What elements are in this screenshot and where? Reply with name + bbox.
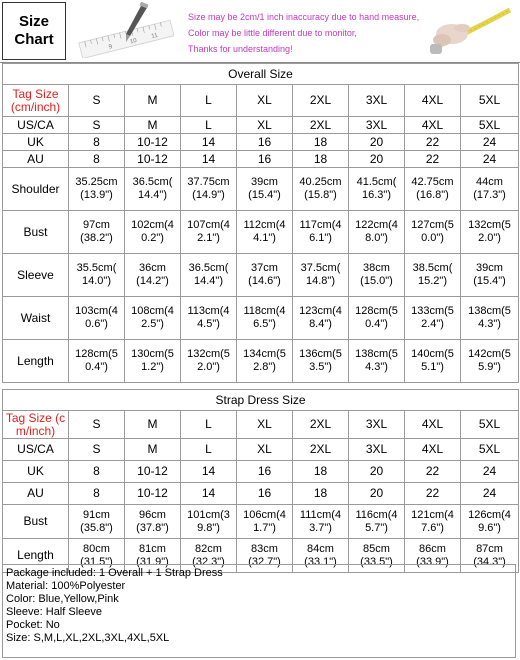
strap-dress-heading: Strap Dress Size — [3, 390, 519, 411]
table-row — [3, 117, 519, 134]
cell: 101cm(3 9.8") — [181, 505, 237, 539]
cell: 132cm(5 2.0") — [461, 211, 519, 254]
cell: 130cm(5 1.2") — [125, 340, 181, 383]
cell: 127cm(5 0.0") — [405, 211, 461, 254]
row-label: Shoulder — [3, 168, 69, 211]
cell: 39cm (15.4") — [461, 254, 519, 297]
size-header: 5XL — [461, 85, 519, 117]
cell: 37.5cm( 14.8") — [293, 254, 349, 297]
sleeve-line: Sleeve: Half Sleeve — [6, 606, 102, 618]
cell: 16 — [237, 461, 293, 483]
row-label: Waist — [3, 297, 69, 340]
cell: 8 — [69, 151, 125, 168]
cell: 5XL — [461, 117, 519, 134]
cell: 85cm (33.5") — [349, 539, 405, 573]
material-line: Material: 100%Polyester — [6, 580, 126, 592]
cell: 20 — [349, 134, 405, 151]
cell: M — [125, 439, 181, 461]
title-line-2: Chart — [14, 31, 54, 48]
product-details — [2, 564, 516, 658]
cell: 136cm(5 3.5") — [293, 340, 349, 383]
cell: 122cm(4 8.0") — [349, 211, 405, 254]
size-header: XL — [237, 85, 293, 117]
cell: 4XL — [405, 117, 461, 134]
row-label: US/CA — [3, 117, 69, 134]
cell: 133cm(5 2.4") — [405, 297, 461, 340]
table-row — [3, 411, 519, 439]
cell: 18 — [293, 461, 349, 483]
cell: 82cm (32.3") — [181, 539, 237, 573]
cell: 37.75cm (14.9") — [181, 168, 237, 211]
cell: 10-12 — [125, 151, 181, 168]
cell: 118cm(4 6.5") — [237, 297, 293, 340]
cell: 3XL — [349, 117, 405, 134]
cell: 36.5cm( 14.4") — [125, 168, 181, 211]
cell: 81cm (31.9") — [125, 539, 181, 573]
row-label: Sleeve — [3, 254, 69, 297]
cell: 36.5cm( 14.4") — [181, 254, 237, 297]
cell: 44cm (17.3") — [461, 168, 519, 211]
cell: 123cm(4 8.4") — [293, 297, 349, 340]
cell: 22 — [405, 483, 461, 505]
row-label: AU — [3, 483, 69, 505]
cell: 128cm(5 0.4") — [349, 297, 405, 340]
cell: 10-12 — [125, 134, 181, 151]
table-row — [3, 297, 519, 340]
size-header: L — [181, 411, 237, 439]
cell: 142cm(5 5.9") — [461, 340, 519, 383]
table-row — [3, 254, 519, 297]
cell: 126cm(4 9.6") — [461, 505, 519, 539]
cell: 42.75cm (16.8") — [405, 168, 461, 211]
cell: 2XL — [293, 439, 349, 461]
row-label: Length — [3, 340, 69, 383]
note-line: Size may be 2cm/1 inch inaccuracy due to hand measure, — [188, 12, 420, 22]
cell: 106cm(4 1.7") — [237, 505, 293, 539]
cell: 117cm(4 6.1") — [293, 211, 349, 254]
cell: 80cm (31.5") — [69, 539, 125, 573]
size-header: XL — [237, 411, 293, 439]
cell: 14 — [181, 134, 237, 151]
cell: 138cm(5 4.3") — [349, 340, 405, 383]
cell: L — [181, 439, 237, 461]
cell: 35.25cm (13.9") — [69, 168, 125, 211]
size-header: S — [69, 411, 125, 439]
cell: 91cm (35.8") — [69, 505, 125, 539]
pocket-line: Pocket: No — [6, 619, 60, 631]
ruler-number: 11 — [150, 32, 159, 41]
cell: 3XL — [349, 439, 405, 461]
cell: 14 — [181, 461, 237, 483]
cell: 140cm(5 5.1") — [405, 340, 461, 383]
cell: 24 — [461, 134, 519, 151]
cell: 38cm (15.0") — [349, 254, 405, 297]
cell: 2XL — [293, 117, 349, 134]
tape-measure-hand-illustration — [428, 4, 516, 58]
row-label: Bust — [3, 211, 69, 254]
cell: 83cm (32.7") — [237, 539, 293, 573]
cell: 18 — [293, 483, 349, 505]
cell: 20 — [349, 461, 405, 483]
row-label: UK — [3, 461, 69, 483]
size-header: M — [125, 85, 181, 117]
table-row — [3, 134, 519, 151]
overall-size-heading: Overall Size — [3, 64, 519, 85]
cell: 35.5cm( 14.0") — [69, 254, 125, 297]
cell: 97cm (38.2") — [69, 211, 125, 254]
cell: 37cm (14.6") — [237, 254, 293, 297]
ruler-number: 9 — [108, 44, 113, 51]
table-row — [3, 461, 519, 483]
cell: 16 — [237, 134, 293, 151]
cell: 8 — [69, 461, 125, 483]
cell: 16 — [237, 483, 293, 505]
size-header: 2XL — [293, 85, 349, 117]
package-line: Package included: 1 Overall + 1 Strap Dress — [6, 567, 223, 579]
cell: 138cm(5 4.3") — [461, 297, 519, 340]
size-header: 3XL — [349, 85, 405, 117]
cell: 14 — [181, 483, 237, 505]
cell: 103cm(4 0.6") — [69, 297, 125, 340]
cell: 132cm(5 2.0") — [181, 340, 237, 383]
cell: 134cm(5 2.8") — [237, 340, 293, 383]
cell: 22 — [405, 461, 461, 483]
strap-dress-size-table — [2, 389, 519, 573]
cell: 24 — [461, 483, 519, 505]
cell: 121cm(4 7.6") — [405, 505, 461, 539]
table-row — [3, 505, 519, 539]
cell: 20 — [349, 483, 405, 505]
cell: S — [69, 439, 125, 461]
table-row — [3, 340, 519, 383]
row-label: US/CA — [3, 439, 69, 461]
cell: M — [125, 117, 181, 134]
cell: 84cm (33.1") — [293, 539, 349, 573]
cell: 5XL — [461, 439, 519, 461]
size-chart-title — [2, 2, 66, 60]
hand-icon — [433, 24, 470, 46]
header-banner — [0, 0, 520, 63]
size-header: L — [181, 85, 237, 117]
cell: 96cm (37.8") — [125, 505, 181, 539]
cell: 14 — [181, 151, 237, 168]
size-header: 3XL — [349, 411, 405, 439]
table-row — [3, 439, 519, 461]
cell: 113cm(4 4.5") — [181, 297, 237, 340]
tag-size-label: Tag Size (cm/inch) — [3, 85, 69, 117]
cell: 8 — [69, 483, 125, 505]
note-line: Color may be little different due to monitor, — [188, 28, 357, 38]
table-row — [3, 168, 519, 211]
cell: 87cm (34.3") — [461, 539, 519, 573]
size-header: 5XL — [461, 411, 519, 439]
size-header: S — [69, 85, 125, 117]
cell: 112cm(4 4.1") — [237, 211, 293, 254]
size-header: 2XL — [293, 411, 349, 439]
note-line: Thanks for understanding! — [188, 44, 293, 54]
cell: 10-12 — [125, 483, 181, 505]
cell: 22 — [405, 134, 461, 151]
ruler-pen-illustration — [74, 2, 174, 58]
row-label: UK — [3, 134, 69, 151]
cell: 22 — [405, 151, 461, 168]
cell: 4XL — [405, 439, 461, 461]
cell: 128cm(5 0.4") — [69, 340, 125, 383]
cell: 24 — [461, 151, 519, 168]
title-line-1: Size — [18, 13, 49, 30]
cell: 102cm(4 0.2") — [125, 211, 181, 254]
row-label: Bust — [3, 505, 69, 539]
cell: XL — [237, 439, 293, 461]
color-line: Color: Blue,Yellow,Pink — [6, 593, 119, 605]
ruler-number: 10 — [129, 37, 138, 46]
size-header: 4XL — [405, 411, 461, 439]
cell: 18 — [293, 134, 349, 151]
table-row — [3, 211, 519, 254]
cell: S — [69, 117, 125, 134]
cell: 108cm(4 2.5") — [125, 297, 181, 340]
cell: 86cm (33.9") — [405, 539, 461, 573]
table-row — [3, 85, 519, 117]
cell: 20 — [349, 151, 405, 168]
row-label: AU — [3, 151, 69, 168]
cell: 18 — [293, 151, 349, 168]
table-row — [3, 483, 519, 505]
size-line: Size: S,M,L,XL,2XL,3XL,4XL,5XL — [6, 632, 170, 644]
cell: 38.5cm( 15.2") — [405, 254, 461, 297]
cell: 8 — [69, 134, 125, 151]
tag-size-label: Tag Size (c m/inch) — [3, 411, 69, 439]
cell: 116cm(4 5.7") — [349, 505, 405, 539]
cell: XL — [237, 117, 293, 134]
measurement-notes — [188, 9, 419, 57]
cell: L — [181, 117, 237, 134]
cell: 16 — [237, 151, 293, 168]
cell: 111cm(4 3.7") — [293, 505, 349, 539]
size-header: M — [125, 411, 181, 439]
size-header: 4XL — [405, 85, 461, 117]
row-label: Length — [3, 539, 69, 573]
cell: 107cm(4 2.1") — [181, 211, 237, 254]
cell: 10-12 — [125, 461, 181, 483]
cell: 24 — [461, 461, 519, 483]
cell: 39cm (15.4") — [237, 168, 293, 211]
cell: 41.5cm( 16.3") — [349, 168, 405, 211]
cell: 36cm (14.2") — [125, 254, 181, 297]
cell: 40.25cm (15.8") — [293, 168, 349, 211]
table-row — [3, 151, 519, 168]
overall-size-table — [2, 63, 519, 383]
